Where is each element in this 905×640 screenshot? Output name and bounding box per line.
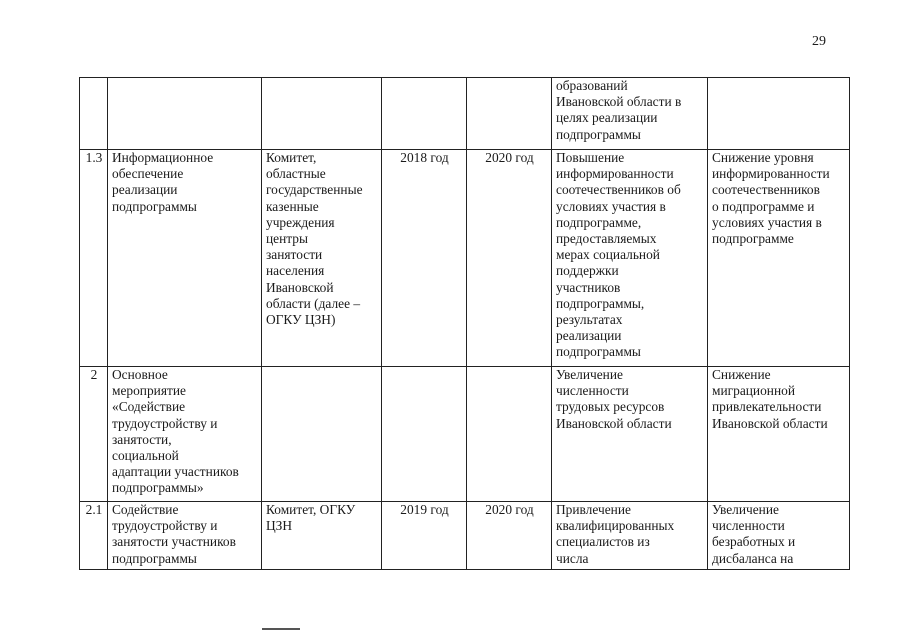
start-year-cell [382, 78, 467, 150]
cell-line: Комитет, [266, 150, 317, 165]
cell-line: Ивановской области в [556, 94, 682, 110]
cell-line: привлекательности [712, 399, 822, 415]
cell-line: соотечественников об [556, 182, 681, 198]
expected-result-cell [552, 367, 708, 502]
cell-line: Увеличение [556, 367, 623, 382]
row-number: 2 [80, 367, 108, 502]
page-number: 29 [812, 34, 826, 49]
cell-line: подпрограммы [112, 550, 197, 566]
cell-line: подпрограммы» [112, 480, 204, 496]
executor-cell [262, 367, 382, 502]
cell-line: участников [556, 279, 621, 295]
cell-line: социальной [112, 448, 179, 464]
cell-line: государственные [266, 182, 363, 198]
cell-line: занятости [266, 247, 323, 263]
cell-line: занятости, [112, 431, 172, 447]
cell-line: Ивановской области [712, 415, 828, 431]
executor-cell [262, 502, 382, 570]
table-row [80, 502, 850, 570]
table-row [80, 78, 850, 150]
row-number: 1.3 [80, 150, 108, 367]
cell-line: Комитет, ОГКУ [266, 502, 356, 517]
cell-line: ЦЗН [266, 518, 293, 534]
cell-line: областные [266, 166, 326, 182]
end-year-cell [467, 367, 552, 502]
non-implementation-effect-cell [708, 367, 850, 502]
cell-line: квалифицированных [556, 518, 675, 534]
cell-line: «Содействие [112, 399, 186, 415]
cell-line: о подпрограмме и [712, 198, 815, 214]
non-implementation-effect-cell [708, 502, 850, 570]
row-number: 2.1 [80, 502, 108, 570]
cell-line: Повышение [556, 150, 625, 165]
activity-name-cell [108, 78, 262, 150]
cell-line: адаптации участников [112, 464, 239, 480]
cell-line: численности [556, 383, 629, 399]
non-implementation-effect-cell [708, 78, 850, 150]
cell-line: числа [556, 550, 589, 566]
expected-result-cell [552, 150, 708, 367]
table-row [80, 367, 850, 502]
cell-line: центры [266, 231, 308, 247]
cell-line: численности [712, 518, 785, 534]
executor-cell [262, 150, 382, 367]
cell-line: миграционной [712, 383, 795, 399]
start-year-cell [382, 367, 467, 502]
cell-line: условиях участия в [712, 214, 822, 230]
cell-line: Увеличение [712, 502, 779, 517]
cell-line: подпрограммы [556, 344, 641, 360]
cell-line: трудоустройству и [112, 415, 218, 431]
expected-result-cell [552, 502, 708, 570]
cell-line: реализации [556, 328, 622, 344]
cell-line: области (далее – [266, 295, 361, 311]
start-year-cell: 2019 год [382, 502, 467, 570]
activity-name-cell [108, 150, 262, 367]
cell-line: занятости участников [112, 534, 236, 550]
cell-line: подпрограммы, [556, 295, 645, 311]
cell-line: подпрограмме [712, 231, 794, 247]
row-number [80, 78, 108, 150]
cell-line: ОГКУ ЦЗН) [266, 312, 336, 328]
cell-line: реализации [112, 182, 178, 198]
cell-line: Ивановской [266, 279, 334, 295]
cell-line: казенные [266, 198, 319, 214]
end-year-cell: 2020 год [467, 502, 552, 570]
end-year-cell [467, 78, 552, 150]
footer-mark [262, 628, 300, 630]
cell-line: подпрограммы [112, 198, 197, 214]
cell-line: условиях участия в [556, 198, 666, 214]
cell-line: мероприятие [112, 383, 186, 399]
cell-line: Снижение [712, 367, 771, 382]
cell-line: целях реализации [556, 110, 658, 126]
cell-line: мерах социальной [556, 247, 660, 263]
start-year-cell: 2018 год [382, 150, 467, 367]
cell-line: обеспечение [112, 166, 184, 182]
cell-line: результатах [556, 312, 623, 328]
cell-line: поддержки [556, 263, 619, 279]
cell-line: специалистов из [556, 534, 650, 550]
cell-line: подпрограммы [556, 126, 641, 142]
non-implementation-effect-cell [708, 150, 850, 367]
cell-line: информированности [556, 166, 674, 182]
cell-line: Привлечение [556, 502, 631, 517]
end-year-cell: 2020 год [467, 150, 552, 367]
cell-line: Содействие [112, 502, 179, 517]
cell-line: Снижение уровня [712, 150, 814, 165]
cell-line: учреждения [266, 214, 335, 230]
cell-line: дисбаланса на [712, 550, 794, 566]
activities-table [79, 77, 850, 570]
cell-line: трудоустройству и [112, 518, 218, 534]
activity-name-cell [108, 367, 262, 502]
executor-cell [262, 78, 382, 150]
expected-result-cell [552, 78, 708, 150]
cell-line: образований [556, 78, 628, 93]
activity-name-cell [108, 502, 262, 570]
cell-line: трудовых ресурсов [556, 399, 665, 415]
cell-line: информированности [712, 166, 830, 182]
cell-line: Информационное [112, 150, 214, 165]
table-row [80, 150, 850, 367]
cell-line: предоставляемых [556, 231, 657, 247]
cell-line: подпрограмме, [556, 214, 642, 230]
cell-line: населения [266, 263, 325, 279]
cell-line: безработных и [712, 534, 796, 550]
cell-line: Основное [112, 367, 168, 382]
cell-line: соотечественников [712, 182, 820, 198]
cell-line: Ивановской области [556, 415, 672, 431]
